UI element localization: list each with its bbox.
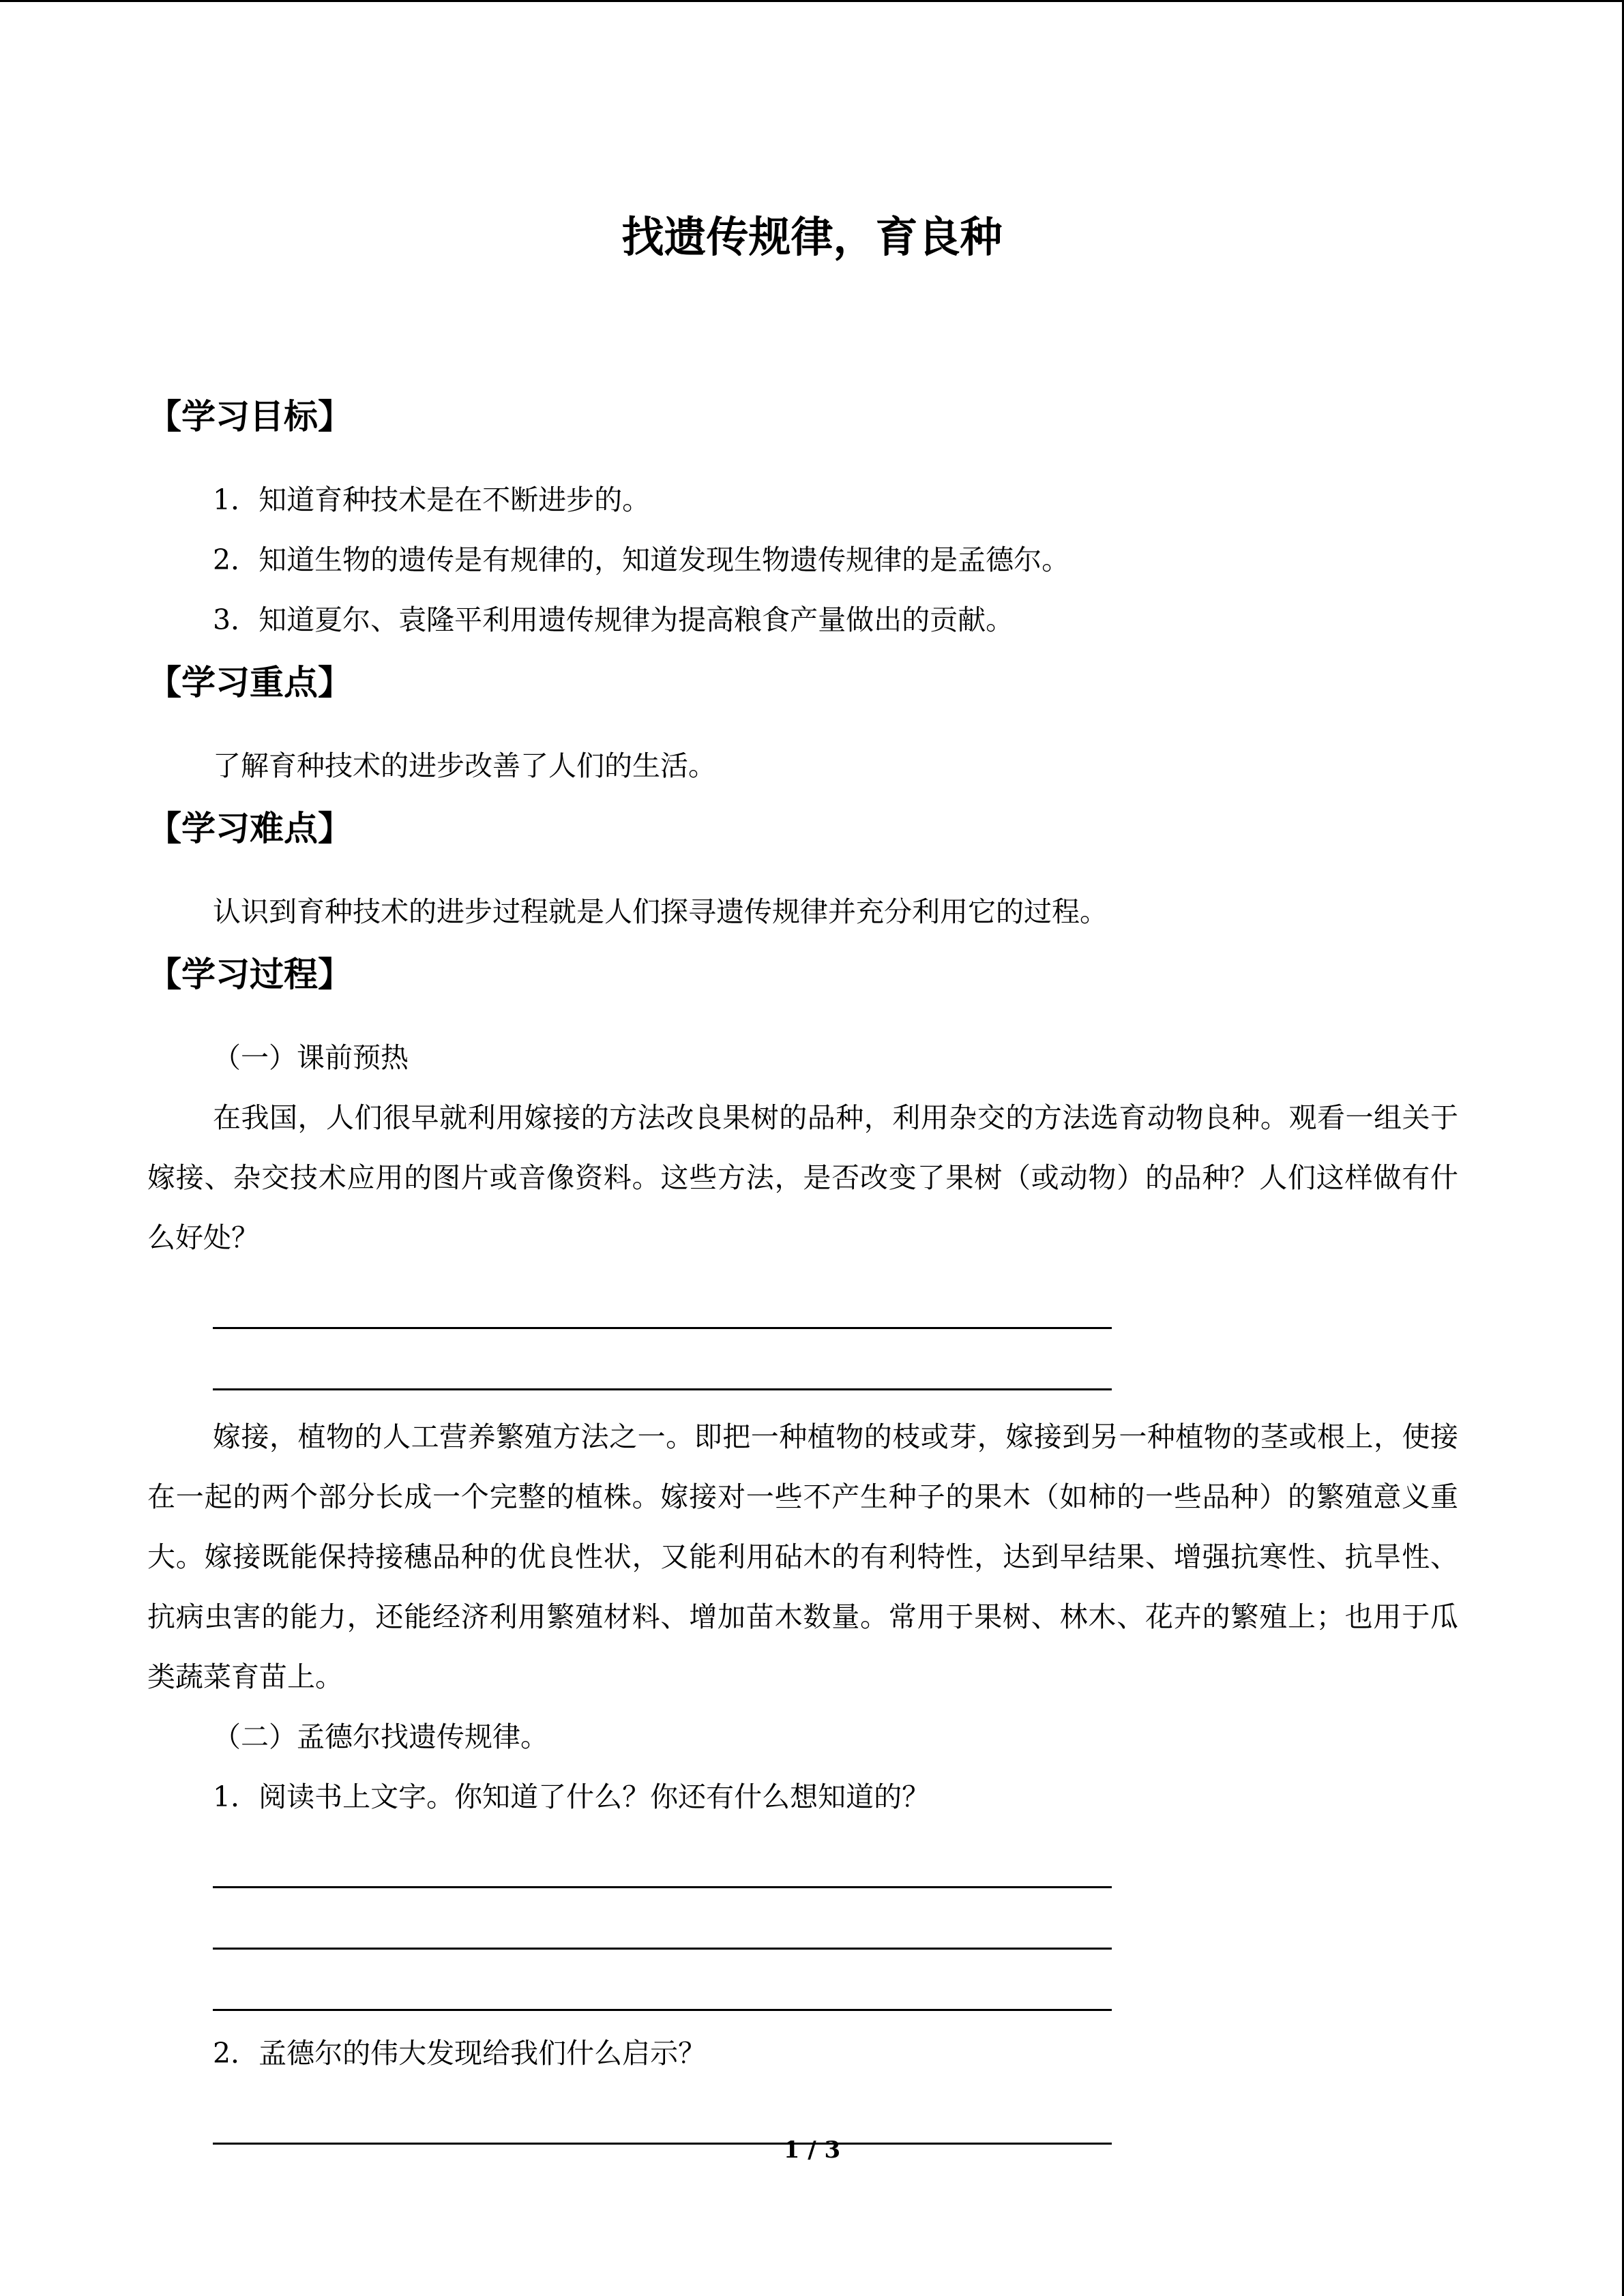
answer-line-3[interactable]	[213, 1827, 1112, 1888]
key-points-heading: 【学习重点】	[147, 663, 352, 702]
objectives-heading: 【学习目标】	[147, 397, 352, 436]
answer-line-1[interactable]	[213, 1268, 1112, 1329]
page-number: 1 / 3	[783, 2136, 841, 2164]
objective-item-2: 2．知道生物的遗传是有规律的，知道发现生物遗传规律的是孟德尔。	[213, 543, 1070, 576]
part1-text: 在我国，人们很早就利用嫁接的方法改良果树的品种，利用杂交的方法选育动物良种。观看一组关于嫁接、杂交技术应用的图片或音像资料。这些方法，是否改变了果树（或动物）的品种？人们这样做有什么好处？	[147, 1101, 1458, 1254]
answer-line-5[interactable]	[213, 1950, 1112, 2011]
question-2: 2．孟德尔的伟大发现给我们什么启示？	[213, 2037, 707, 2070]
difficulties-heading: 【学习难点】	[147, 809, 352, 848]
answer-line-2[interactable]	[213, 1329, 1112, 1390]
document-body	[147, 384, 1458, 2145]
process-heading: 【学习过程】	[147, 955, 352, 994]
part2-title: （二）孟德尔找遗传规律。	[213, 1720, 548, 1753]
question-1: 1．阅读书上文字。你知道了什么？你还有什么想知道的？	[213, 1780, 930, 1813]
part1-title: （一）课前预热	[213, 1041, 409, 1074]
objective-item-1: 1．知道育种技术是在不断进步的。	[213, 483, 651, 516]
document-title: 找遗传规律，育良种	[621, 212, 1003, 262]
difficulties-text: 认识到育种技术的进步过程就是人们探寻遗传规律并充分利用它的过程。	[213, 895, 1108, 928]
objective-item-3: 3．知道夏尔、袁隆平利用遗传规律为提高粮食产量做出的贡献。	[213, 603, 1014, 636]
answer-line-4[interactable]	[213, 1888, 1112, 1950]
key-points-text: 了解育种技术的进步改善了人们的生活。	[213, 749, 716, 782]
grafting-text: 嫁接，植物的人工营养繁殖方法之一。即把一种植物的枝或芽，嫁接到另一种植物的茎或根上，使接在一起的两个部分长成一个完整的植株。嫁接对一些不产生种子的果木（如柿的一些品种）的繁殖意义重大。嫁接既能保持接穗品种的优良性状，又能利用砧木的有利特性，达到早结果、增强抗寒性、抗旱性、抗病虫害的能力，还能经济利用繁殖材料、增加苗木数量。常用于果树、林木、花卉的繁殖上；也用于瓜类蔬菜育苗上。	[147, 1420, 1458, 1693]
